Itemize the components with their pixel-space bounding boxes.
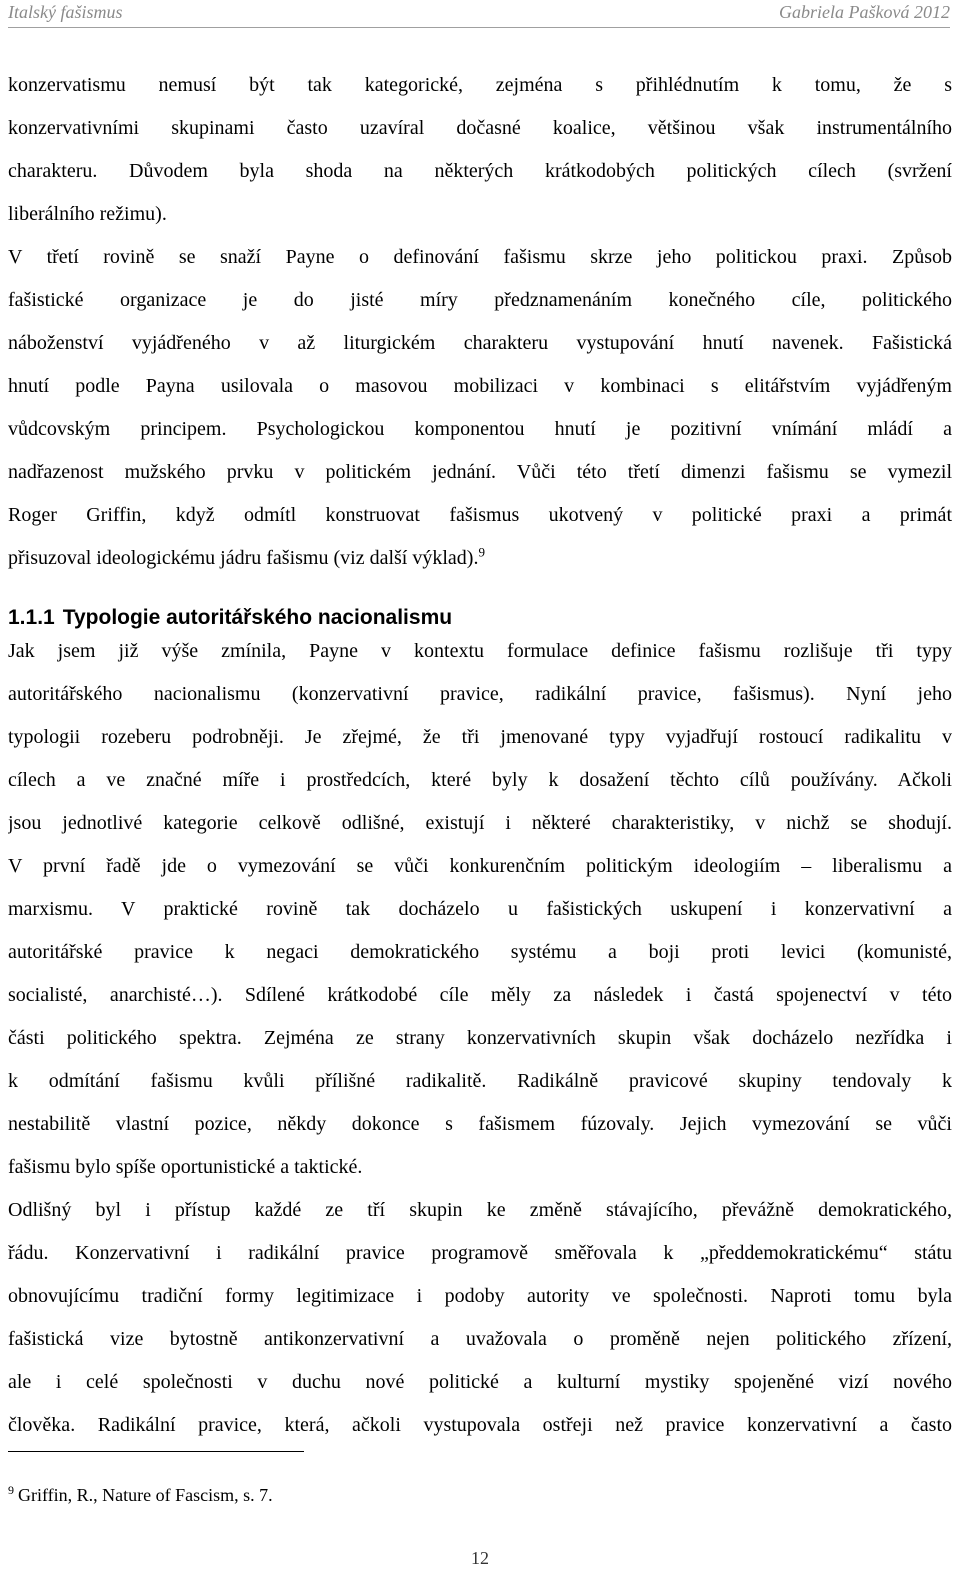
text-line: typologii rozeberu podrobněji. Je zřejmé, že tři jmenované typy vyjadřují rostoucí radikalitu v — [8, 726, 952, 748]
text-line: charakteru. Důvodem byla shoda na některých krátkodobých politických cílech (svržení — [8, 160, 952, 182]
text-line: Roger Griffin, když odmítl konstruovat fašismus ukotvený v politické praxi a primát — [8, 504, 952, 526]
text-line: ale i celé společnosti v duchu nové politické a kulturní mystiky spojeněné vizí nového — [8, 1371, 952, 1393]
text-line: autoritářské pravice k negaci demokratického systému a boji proti levici (komunisté, — [8, 941, 952, 963]
approach-paragraph — [8, 1189, 952, 1447]
header-title: Italský fašismus — [8, 2, 123, 22]
text-line: jsou jednotlivé kategorie celkově odlišné, existují i některé charakteristiky, v nichž se shodují. — [8, 812, 952, 834]
header-author-year: Gabriela Pašková 2012 — [779, 2, 950, 22]
text-line: V první řadě jde o vymezování se vůči konkurenčním politickým ideologiím – liberalismu a — [8, 855, 952, 877]
text-line: řádu. Konzervativní i radikální pravice programově směřovala k „předdemokratickému“ státu — [8, 1242, 952, 1264]
text-line-with-footnote — [8, 537, 952, 580]
footnote-text: Griffin, R., Nature of Fascism, s. 7. — [18, 1485, 273, 1505]
header-rule — [8, 27, 950, 28]
text-line: V třetí rovině se snaží Payne o definování fašismu skrze jeho politickou praxi. Způsob — [8, 246, 952, 268]
text-line: fašistická vize bytostně antikonzervativní a uvažovala o proměně nejen politického zřízení, — [8, 1328, 952, 1350]
third-dimension-paragraph — [8, 236, 952, 580]
text-line: marxismu. V praktické rovině tak docházelo u fašistických uskupení i konzervativní a — [8, 898, 952, 920]
text-line: konzervatismu nemusí být tak kategorické, zejména s přihlédnutím k tomu, že s — [8, 74, 952, 96]
footnote-ref[interactable]: 9 — [478, 544, 485, 560]
section-heading — [8, 604, 952, 632]
page-number: 12 — [471, 1548, 489, 1568]
text-line: nadřazenost mužského prvku v politickém jednání. Vůči této třetí dimenzi fašismu se vymezil — [8, 461, 952, 483]
footnote-separator — [8, 1451, 304, 1452]
text-line: náboženství vyjádřeného v až liturgickém charakteru vystupování hnutí navenek. Fašistická — [8, 332, 952, 354]
text-line: konzervativními skupinami často uzavíral dočasné koalice, většinou však instrumentálního — [8, 117, 952, 139]
text-line: člověka. Radikální pravice, která, ačkoli vystupovala ostřeji než pravice konzervativní a často — [8, 1414, 952, 1436]
text-line: fašismu bylo spíše oportunistické a taktické. — [8, 1156, 363, 1178]
text-line: přisuzoval ideologickému jádru fašismu (viz další výklad). — [8, 547, 479, 569]
body-text-lower — [8, 630, 952, 1447]
page-header — [8, 0, 950, 28]
text-line: autoritářského nacionalismu (konzervativní pravice, radikální pravice, fašismus). Nyní jeho — [8, 683, 952, 705]
text-line: hnutí podle Payna usilovala o masovou mobilizaci v kombinaci s elitářstvím vyjádřeným — [8, 375, 952, 397]
footnote-number: 9 — [8, 1483, 14, 1497]
intro-paragraph — [8, 64, 952, 236]
section-title: Typologie autoritářského nacionalismu — [62, 606, 453, 629]
text-line: části politického spektra. Zejména ze strany konzervativních skupin však docházelo nezřídka i — [8, 1027, 952, 1049]
text-line: socialisté, anarchisté…). Sdílené krátkodobé cíle měly za následek i častá spojenectví v této — [8, 984, 952, 1006]
text-line: Jak jsem již výše zmínila, Payne v kontextu formulace definice fašismu rozlišuje tři typy — [8, 640, 952, 662]
body-text-upper — [8, 64, 952, 580]
section-number: 1.1.1 — [8, 606, 55, 629]
text-line: Odlišný byl i přístup každé ze tří skupin ke změně stávajícího, převážně demokratického, — [8, 1199, 952, 1221]
text-line: nestabilitě vlastní pozice, někdy dokonce s fašismem fúzovaly. Jejich vymezování se vůči — [8, 1113, 952, 1135]
text-line: obnovujícímu tradiční formy legitimizace i podoby autority ve společnosti. Naproti tomu byla — [8, 1285, 952, 1307]
text-line: cílech a ve značné míře i prostředcích, které byly k dosažení těchto cílů používány. Ačkoli — [8, 769, 952, 791]
footnote — [8, 1485, 273, 1506]
text-line: fašistické organizace je do jisté míry předznamenáním konečného cíle, politického — [8, 289, 952, 311]
typology-paragraph — [8, 630, 952, 1189]
text-line: k odmítání fašismu kvůli přílišné radikalitě. Radikálně pravicové skupiny tendovaly k — [8, 1070, 952, 1092]
text-line: liberálního režimu). — [8, 203, 167, 225]
text-line: vůdcovským principem. Psychologickou komponentou hnutí je pozitivní vnímání mládí a — [8, 418, 952, 440]
